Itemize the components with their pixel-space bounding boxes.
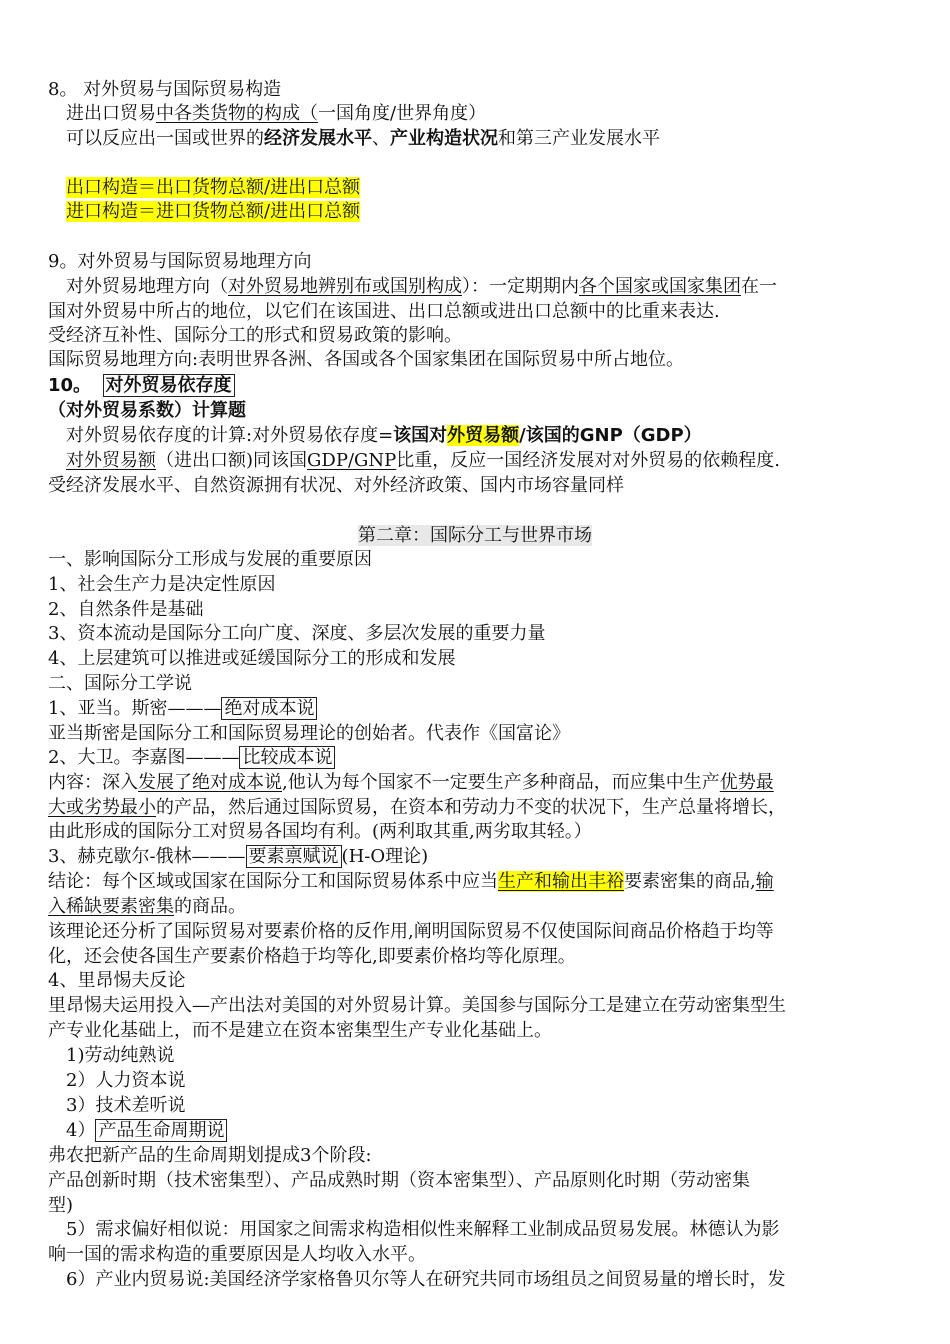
explanation-2: 2）人力资本说 <box>66 1070 186 1091</box>
section-8-line-1: 进出口贸易中各类货物的构成（一国角度/世界角度） <box>66 103 487 124</box>
section-9-line-3: 受经济互补性、国际分工的形式和贸易政策的影响。 <box>48 325 462 346</box>
explanation-5: 5）需求偏好相似说：用国家之间需求构造相似性来解释工业制成品贸易发展。林德认为影 <box>66 1219 780 1240</box>
theory-3-line-1: 结论：每个区域或国家在国际分工和国际贸易体系中应当生产和输出丰裕要素密集的商品,输 <box>48 871 774 892</box>
explanation-6: 6）产业内贸易说:美国经济学家格鲁贝尔等人在研究共同市场组员之间贸易量的增长时，发 <box>66 1269 786 1290</box>
lifecycle-stages-cont: 型) <box>48 1195 74 1216</box>
section-9-line-1: 对外贸易地理方向（对外贸易地辨别布或国别构成）：一定期期内各个国家或国家集团在一 <box>66 276 777 297</box>
reason-2: 2、自然条件是基础 <box>48 599 204 620</box>
theory-1-heading: 1、亚当。斯密——— 绝对成本说 <box>48 697 317 721</box>
reason-3: 3、资本流动是国际分工向广度、深度、多层次发展的重要力量 <box>48 623 546 644</box>
section-8-line-2: 可以反应出一国或世界的经济发展水平、产业构造状况和第三产业发展水平 <box>66 128 660 149</box>
explanation-3: 3）技术差听说 <box>66 1095 186 1116</box>
chapter-2-title: 第二章：国际分工与世界市场 <box>358 525 592 546</box>
dependency-formula-line: 对外贸易依存度的计算:对外贸易依存度=该国对外贸易额/该国的GNP（GDP） <box>66 425 702 446</box>
lifecycle-stages: 产品创新时期（技术密集型）、产品成熟时期（资本密集型）、产品原则化时期（劳动密集 <box>48 1170 750 1191</box>
explanation-1: 1)劳动纯熟说 <box>66 1045 175 1066</box>
part-2-heading: 二、国际分工学说 <box>48 673 192 694</box>
theory-4-line-2: 产专业化基础上，而不是建立在资本密集型生产专业化基础上。 <box>48 1020 552 1041</box>
part-1-heading: 一、影响国际分工形成与发展的重要原因 <box>48 549 372 570</box>
section-10-heading: 10。 对外贸易依存度 <box>48 374 235 398</box>
theory-3-heading: 3、赫克歇尔-俄林——— 要素禀赋说 (H-O理论) <box>48 846 429 867</box>
theory-3-line-4: 化，还会使各国生产要素价格趋于均等化,即要素价格均等化原理。 <box>48 946 576 967</box>
section-9-title: 9。对外贸易与国际贸易地理方向 <box>48 251 312 272</box>
theory-4-heading: 4、里昂惕夫反论 <box>48 970 186 991</box>
export-structure-formula: 出口构造＝出口货物总额/进出口总额 <box>66 177 361 198</box>
theory-3-line-2: 入稀缺要素密集的商品。 <box>48 896 246 917</box>
section-8-title: 8。 对外贸易与国际贸易构造 <box>48 79 282 100</box>
reason-4: 4、上层建筑可以推进或延缓国际分工的形成和发展 <box>48 648 456 669</box>
theory-2-line-2: 大或劣势最小的产品，然后通过国际贸易，在资本和劳动力不变的状况下，生产总量将增长， <box>48 797 786 818</box>
section-9-line-4: 国际贸易地理方向:表明世界各洲、各国或各个国家集团在国际贸易中所占地位。 <box>48 349 685 370</box>
theory-1-text: 亚当斯密是国际分工和国际贸易理论的创始者。代表作《国富论》 <box>48 723 570 744</box>
section-9-line-2: 国对外贸易中所占的地位，以它们在该国进、出口总额或进出口总额中的比重来表达. <box>48 301 720 322</box>
explanation-4: 4） 产品生命周期说 <box>66 1119 227 1143</box>
theory-4-line-1: 里昂惕夫运用投入—产出法对美国的对外贸易计算。美国参与国际分工是建立在劳动密集型生 <box>48 995 786 1016</box>
section-10-subtitle: （对外贸易系数）计算题 <box>48 400 246 421</box>
reason-1: 1、社会生产力是决定性原因 <box>48 574 276 595</box>
section-10-line-2: 对外贸易额（进出口额)同该国GDP/GNP比重，反应一国经济发展对对外贸易的依赖程度. <box>66 450 780 471</box>
import-structure-formula: 进口构造＝进口货物总额/进出口总额 <box>66 201 361 222</box>
lifecycle-intro: 弗农把新产品的生命周期划提成3个阶段: <box>48 1145 372 1166</box>
explanation-5-cont: 响一国的需求构造的重要原因是人均收入水平。 <box>48 1244 426 1265</box>
theory-3-line-3: 该理论还分析了国际贸易对要素价格的反作用,阐明国际贸易不仅使国际间商品价格趋于均等 <box>48 921 774 942</box>
section-10-line-3: 受经济发展水平、自然资源拥有状况、对外经济政策、国内市场容量同样 <box>48 475 624 496</box>
theory-2-line-1: 内容：深入发展了绝对成本说,他认为每个国家不一定要生产多种商品，而应集中生产优势最 <box>48 772 774 793</box>
theory-2-heading: 2、大卫。李嘉图——— 比较成本说 <box>48 746 335 770</box>
theory-2-line-3: 由此形成的国际分工对贸易各国均有利。(两利取其重,两劣取其轻。） <box>48 821 592 842</box>
